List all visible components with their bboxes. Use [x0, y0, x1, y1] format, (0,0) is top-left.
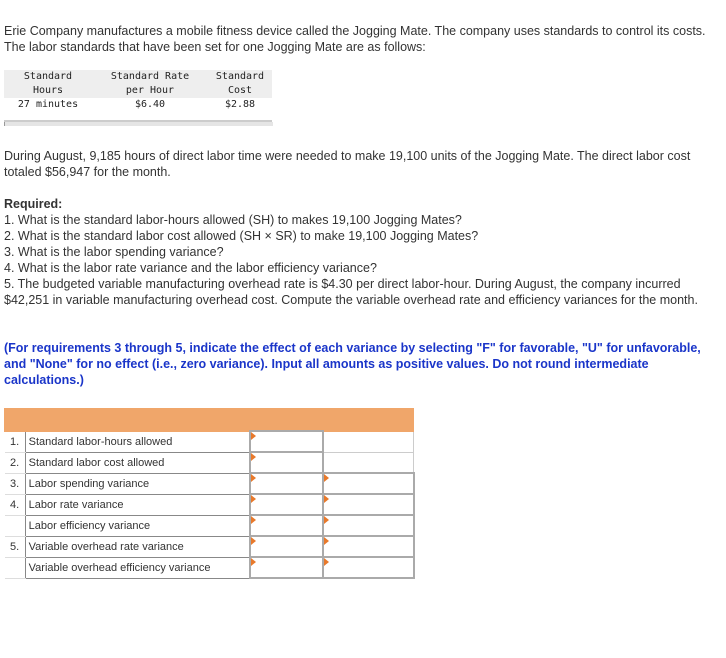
row-label: Labor spending variance	[25, 473, 249, 494]
input-marker-icon	[251, 432, 256, 440]
spending-effect-select[interactable]	[323, 473, 414, 494]
row-number	[5, 515, 26, 536]
table-row	[5, 557, 414, 578]
input-marker-icon	[251, 558, 256, 566]
row-number	[5, 557, 26, 578]
instructions-note: (For requirements 3 through 5, indicate the effect of each variance by selecting "F" for favorable, "U" for unfavorable, and "None" for no effect (i.e., zero variance). Input all amounts as positive values. Do not round intermediate calculations.)	[4, 341, 701, 387]
row-label: Labor rate variance	[25, 494, 249, 515]
table-row	[5, 452, 414, 473]
input-marker-icon	[251, 537, 256, 545]
row-label: Standard labor-hours allowed	[25, 431, 249, 452]
table-row	[5, 473, 414, 494]
rate-effect-select[interactable]	[323, 494, 414, 515]
table-row	[5, 494, 414, 515]
empty-cell	[323, 452, 414, 473]
std-hours-value: 27 minutes	[4, 98, 92, 112]
labor-standards-table	[4, 70, 272, 112]
input-marker-icon	[251, 516, 256, 524]
row-number: 1.	[5, 431, 26, 452]
input-marker-icon	[251, 474, 256, 482]
required-item-5: 5. The budgeted variable manufacturing overhead rate is $4.30 per direct labor-hour. During August, the company incurred $42,251 in variable manufacturing overhead cost. Compute the variable overhead rate and efficiency variances for the month.	[4, 277, 698, 307]
std-hours-header: Standard Hours	[23, 71, 73, 96]
voh-efficiency-effect-select[interactable]	[323, 557, 414, 578]
row-label: Variable overhead efficiency variance	[25, 557, 249, 578]
input-marker-icon	[324, 558, 329, 566]
efficiency-effect-select[interactable]	[323, 515, 414, 536]
required-section	[4, 196, 720, 308]
august-paragraph: During August, 9,185 hours of direct labor time were needed to make 19,100 units of the Jogging Mate. The direct labor cost totaled $56,947 for the month.	[4, 149, 691, 179]
input-marker-icon	[324, 495, 329, 503]
std-cost-header: Standard Cost	[215, 71, 265, 96]
intro-paragraph: Erie Company manufactures a mobile fitness device called the Jogging Mate. The company uses standards to control its costs. The labor standards that have been set for one Jogging Mate are as follows:	[4, 24, 706, 54]
table-row	[5, 536, 414, 557]
required-heading: Required:	[4, 197, 63, 211]
row-number: 2.	[5, 452, 26, 473]
table-row	[5, 515, 414, 536]
required-item-2: 2. What is the standard labor cost allowed (SH × SR) to make 19,100 Jogging Mates?	[4, 229, 479, 243]
std-rate-value: $6.40	[92, 98, 208, 112]
voh-rate-effect-select[interactable]	[323, 536, 414, 557]
input-marker-icon	[324, 516, 329, 524]
input-marker-icon	[324, 474, 329, 482]
std-cost-allowed-input[interactable]	[250, 452, 323, 473]
row-number: 5.	[5, 536, 26, 557]
sh-allowed-input[interactable]	[250, 431, 323, 452]
spending-variance-input[interactable]	[250, 473, 323, 494]
answer-table-header	[5, 409, 414, 432]
row-label: Standard labor cost allowed	[25, 452, 249, 473]
input-marker-icon	[251, 495, 256, 503]
voh-rate-variance-input[interactable]	[250, 536, 323, 557]
std-cost-value: $2.88	[208, 98, 272, 112]
input-marker-icon	[251, 453, 256, 461]
required-item-1: 1. What is the standard labor-hours allowed (SH) to makes 19,100 Jogging Mates?	[4, 213, 462, 227]
row-number: 3.	[5, 473, 26, 494]
efficiency-variance-input[interactable]	[250, 515, 323, 536]
required-item-3: 3. What is the labor spending variance?	[4, 245, 224, 259]
std-rate-header: Standard Rate per Hour	[110, 71, 190, 96]
input-marker-icon	[324, 537, 329, 545]
table-row	[5, 431, 414, 452]
table-scrollbar[interactable]	[4, 122, 273, 126]
answer-table	[4, 408, 415, 579]
empty-cell	[323, 431, 414, 452]
rate-variance-input[interactable]	[250, 494, 323, 515]
row-label: Variable overhead rate variance	[25, 536, 249, 557]
row-number: 4.	[5, 494, 26, 515]
row-label: Labor efficiency variance	[25, 515, 249, 536]
voh-efficiency-variance-input[interactable]	[250, 557, 323, 578]
required-item-4: 4. What is the labor rate variance and the labor efficiency variance?	[4, 261, 377, 275]
